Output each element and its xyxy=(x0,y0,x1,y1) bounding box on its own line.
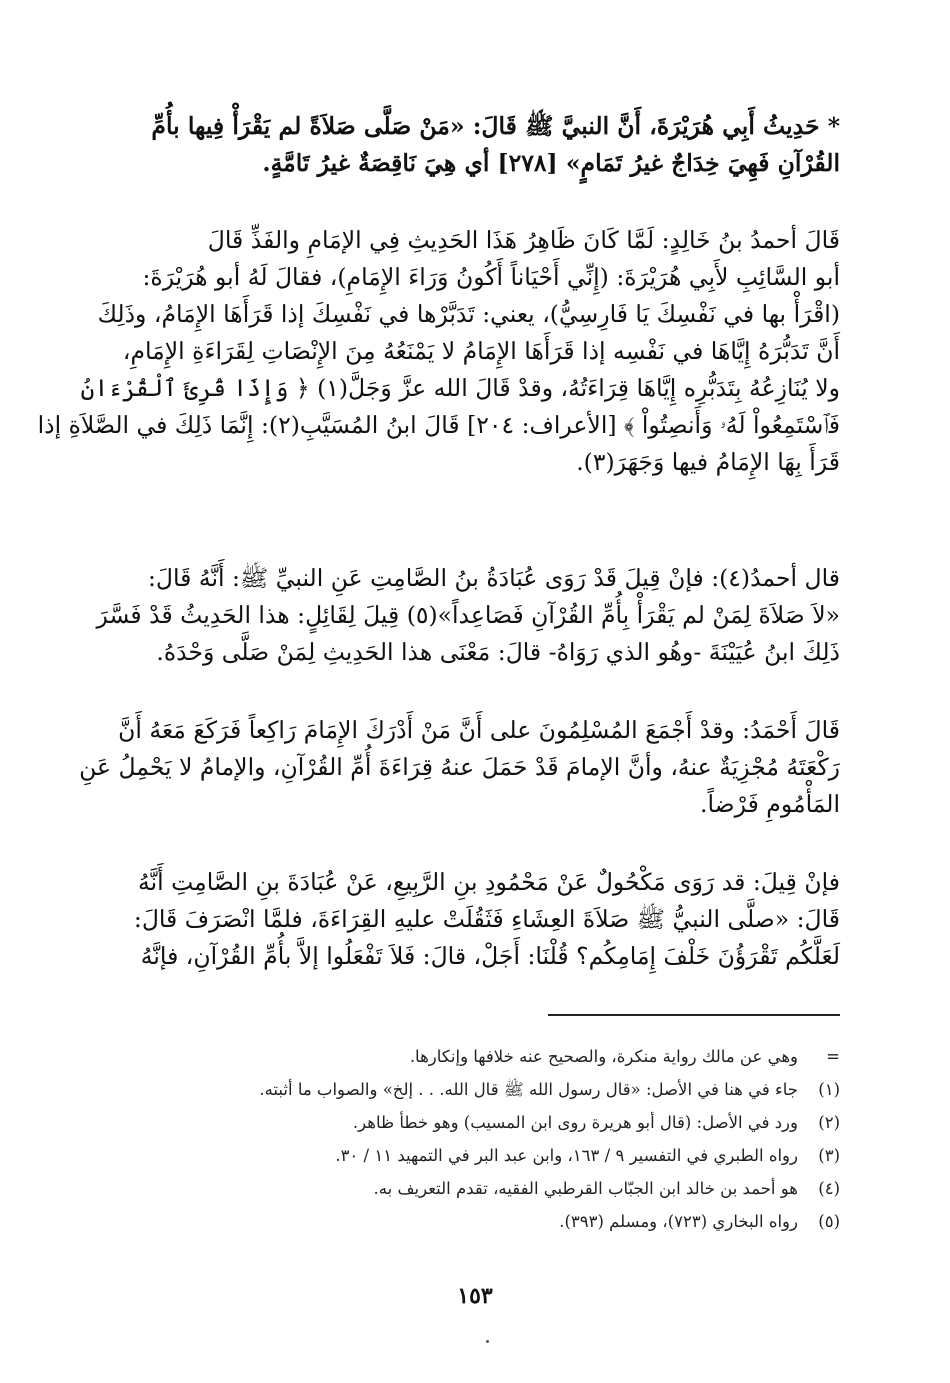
text-line: فإنْ قِيلَ: قد رَوَى مَكْحُولٌ عَنْ مَحْمُودِ بنِ الرَّبِيعِ، عَنْ عُبَادَةَ بنِ الصَّامِتِ أَنَّهُ xyxy=(137,868,840,896)
text-line: لَعَلَّكُم تَقْرَؤُنَ خَلْفَ إِمَامِكُم؟ قُلْنَا: أَجَلْ، قالَ: فَلاَ تَفْعَلُوا إلاَّ بأُمِّ القُرْآنِ، فإنَّهُ xyxy=(140,942,840,970)
footnote-text: هو أحمد بن خالد ابن الجبّاب القرطبي الفقيه، تقدم التعريف به. xyxy=(373,1179,798,1198)
text-line: ولا يُنَازِعُهُ بِتَدَبُّرِه إِيَّاهَا قِرَاءَتُهُ، وقدْ قَالَ الله عزَّ وَجَلَّ(١) ﴿ وَإِذَا قُرِئَ ٱلْقُرْءَانُ xyxy=(80,374,840,402)
footnote-text: جاء في هنا في الأصل: «قال رسول الله ﷺ قال الله. . . إلخ» والصواب ما أثبته. xyxy=(259,1080,798,1099)
footnotes xyxy=(200,1040,840,1238)
footnote-number: (٣) xyxy=(818,1146,840,1165)
text-line: (اقْرَأْ بها في نَفْسِكَ يَا فَارِسِيُّ)، يعني: تَدَبَّرْها في نَفْسِكَ إذا قَرَأَهَا الإِمَامُ، وذَلِكَ xyxy=(97,300,840,328)
text-line: قَرَأَ بِهَا الإِمَامُ فيها وَجَهَرَ(٣). xyxy=(576,448,840,476)
scan-speck xyxy=(486,1340,489,1343)
footnote-item xyxy=(200,1205,840,1238)
text-line: القُرْآنِ فَهِيَ خِدَاجٌ غيرُ تَمَامٍ» [٢٧٨] أي هِيَ نَاقِصَةٌ غيرُ تَامَّةٍ. xyxy=(262,149,840,177)
text-line: قَالَ: «صلَّى النبيُّ ﷺ صَلاَةَ العِشَاءِ فَثَقُلَتْ عليهِ القِرَاءَةَ، فلمَّا انْصَرَفَ قَالَ: xyxy=(133,905,840,933)
text-line: قَالَ أحمدُ بنُ خَالِدٍ: لَمَّا كَانَ ظَاهِرُ هَذَا الحَدِيثِ فِي الإمَامِ والفَذِّ قَالَ xyxy=(207,226,840,254)
footnote-item xyxy=(200,1073,840,1106)
text-line: فَٱسْتَمِعُواْ لَهُۥ وَأَنصِتُواْ ﴾ [الأعراف: ٢٠٤] قَالَ ابنُ المُسَيَّبِ(٢): إِنَّمَا ذَلِكَ في الصَّلاَةِ إذا xyxy=(37,411,840,439)
footnote-number: (٤) xyxy=(818,1179,840,1198)
paragraph-ahmad-ibn-khalid xyxy=(37,222,840,481)
text-line: رَكْعَتَهُ مُجْزِيَةٌ عنهُ، وأنَّ الإمامَ قَدْ حَمَلَ عنهُ قِرَاءَةَ أُمِّ القُرْآنِ، والإمامُ لا يَحْمِلُ عَنِ xyxy=(79,753,840,781)
footnote-text: رواه الطبري في التفسير ٩ / ١٦٣، وابن عبد البر في التمهيد ١١ / ٣٠. xyxy=(335,1146,798,1165)
text-line: «لاَ صَلاَةَ لِمَنْ لم يَقْرَأْ بِأُمِّ القُرْآنِ فَصَاعِداً»(٥) قِيلَ لِقَائِلٍ: هذا الحَدِيثُ قَدْ فَسَّرَ xyxy=(96,601,840,629)
paragraph-consensus xyxy=(79,712,840,823)
text-line: قال أحمدُ(٤): فإنْ قِيلَ قَدْ رَوَى عُبَادَةُ بنُ الصَّامِتِ عَنِ النبيِّ ﷺ: أَنَّهُ قَالَ: xyxy=(148,564,840,592)
footnote-number: (٥) xyxy=(818,1212,840,1231)
footnote-item xyxy=(200,1040,840,1073)
footnote-number: (٢) xyxy=(818,1113,840,1132)
text-line: المَأْمُومِ فَرْضاً. xyxy=(700,790,840,818)
paragraph-ubada-hadith xyxy=(96,560,840,671)
text-line: * حَدِيثُ أَبِي هُرَيْرَةَ، أَنَّ النبيَّ ﷺ قَالَ: «مَنْ صَلَّى صَلاَةً لم يَقْرَأْ فِيها بأُمِّ xyxy=(151,112,840,140)
footnote-number: (١) xyxy=(818,1080,840,1099)
text-line: قَالَ أَحْمَدُ: وقدْ أَجْمَعَ المُسْلِمُونَ على أَنَّ مَنْ أَدْرَكَ الإِمَامَ رَاكِعاً فَرَكَعَ مَعَهُ أَنَّ xyxy=(118,716,840,744)
footnote-text: وهي عن مالك رواية منكرة، والصحيح عنه خلافها وإنكارها. xyxy=(409,1047,798,1066)
footnote-item xyxy=(200,1139,840,1172)
text-line: أبو السَّائِبِ لأَبِي هُرَيْرَةَ: (إِنِّي أَحْيَاناً أَكُونُ وَرَاءَ الإِمَامِ)، فقالَ لَهُ أبو هُرَيْرَةَ: xyxy=(142,263,840,291)
text-line: أَنَّ تَدَبُّرَهُ إِيَّاهَا في نَفْسِه إذا قَرَأَهَا الإِمَامُ لا يَمْنَعُهُ مِنَ الإِنْصَاتِ لِقَرَاءَةِ الإِمَامِ، xyxy=(122,337,840,365)
paragraph-hadith xyxy=(108,108,840,182)
footnote-text: رواه البخاري (٧٢٣)، ومسلم (٣٩٣). xyxy=(559,1212,798,1231)
text-line: ذَلِكَ ابنُ عُيَيْنَةَ -وهُو الذي رَوَاهُ- قالَ: مَعْنَى هذا الحَدِيثِ لِمَنْ صَلَّى وَحْدَهُ. xyxy=(156,638,840,666)
paragraph-makhul xyxy=(108,864,840,975)
page-number: ١٥٣ xyxy=(457,1283,493,1309)
footnote-item xyxy=(200,1106,840,1139)
footnote-divider xyxy=(548,1014,840,1016)
footnote-item xyxy=(200,1172,840,1205)
footnote-number: = xyxy=(826,1047,840,1066)
footnote-text: ورد في الأصل: (قال أبو هريرة روى ابن المسيب) وهو خطأ ظاهر. xyxy=(352,1113,798,1132)
